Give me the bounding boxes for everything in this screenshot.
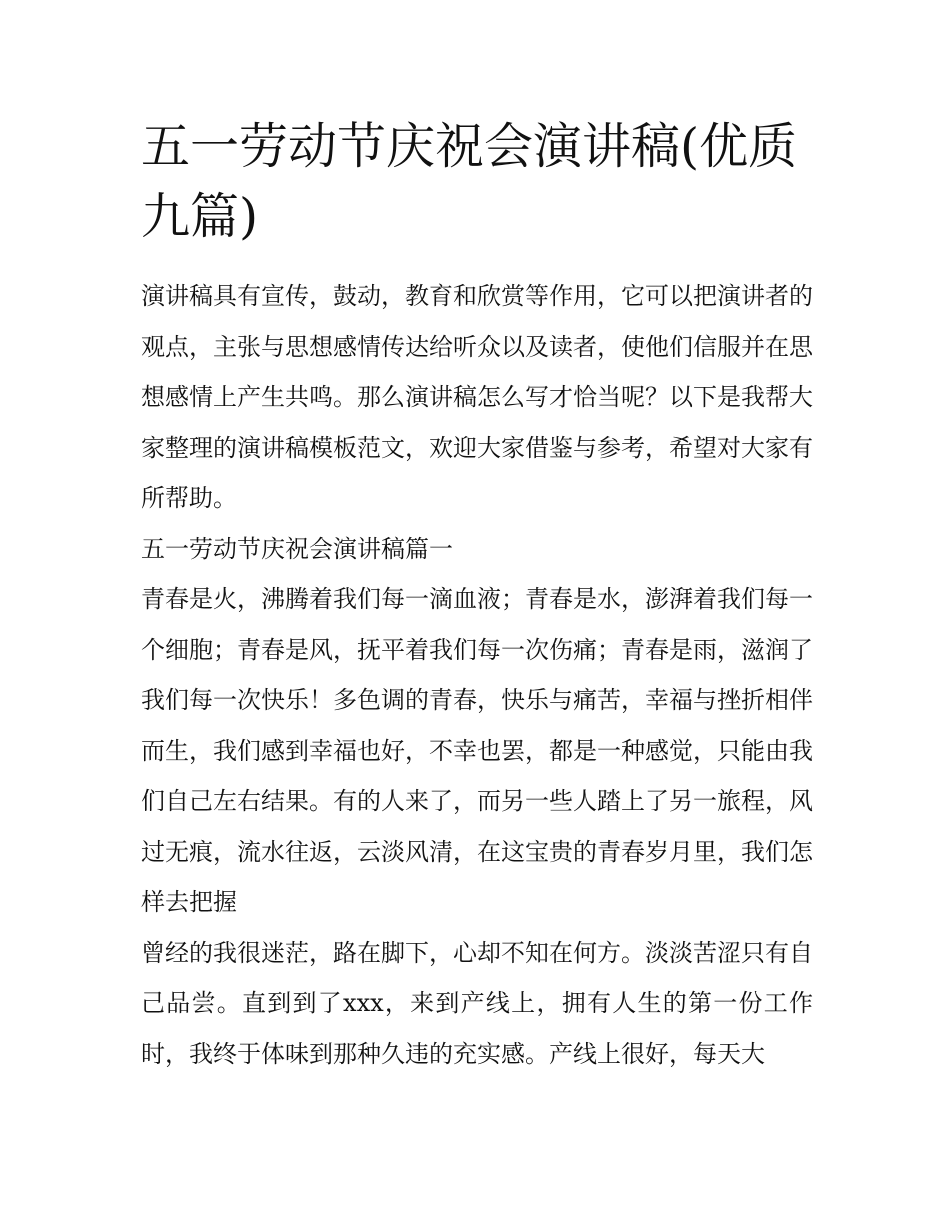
body-paragraph-2: 曾经的我很迷茫，路在脚下，心却不知在何方。淡淡苦涩只有自己品尝。直到到了xxx，来到产线上，拥有人生的第一份工作时，我终于体味到那种久违的充实感。产线上很好，每天大 xyxy=(141,938,813,1068)
document-body xyxy=(141,112,813,1079)
section-heading: 五一劳动节庆祝会演讲稿篇一 xyxy=(141,534,453,563)
intro-paragraph: 演讲稿具有宣传，鼓动，教育和欣赏等作用，它可以把演讲者的观点，主张与思想感情传达给听众以及读者，使他们信服并在思想感情上产生共鸣。那么演讲稿怎么写才恰当呢？以下是我帮大家整理的演讲稿模板范文，欢迎大家借鉴与参考，希望对大家有所帮助。 xyxy=(141,282,813,512)
body-paragraph-1: 青春是火，沸腾着我们每一滴血液；青春是水，澎湃着我们每一个细胞；青春是风，抚平着我们每一次伤痛；青春是雨，滋润了我们每一次快乐！多色调的青春，快乐与痛苦，幸福与挫折相伴而生，我们感到幸福也好，不幸也罢，都是一种感觉，只能由我们自己左右结果。有的人来了，而另一些人踏上了另一旅程，风过无痕，流水往返，云淡风清，在这宝贵的青春岁月里，我们怎样去把握 xyxy=(141,585,813,916)
document-title: 五一劳动节庆祝会演讲稿(优质九篇) xyxy=(141,118,798,245)
